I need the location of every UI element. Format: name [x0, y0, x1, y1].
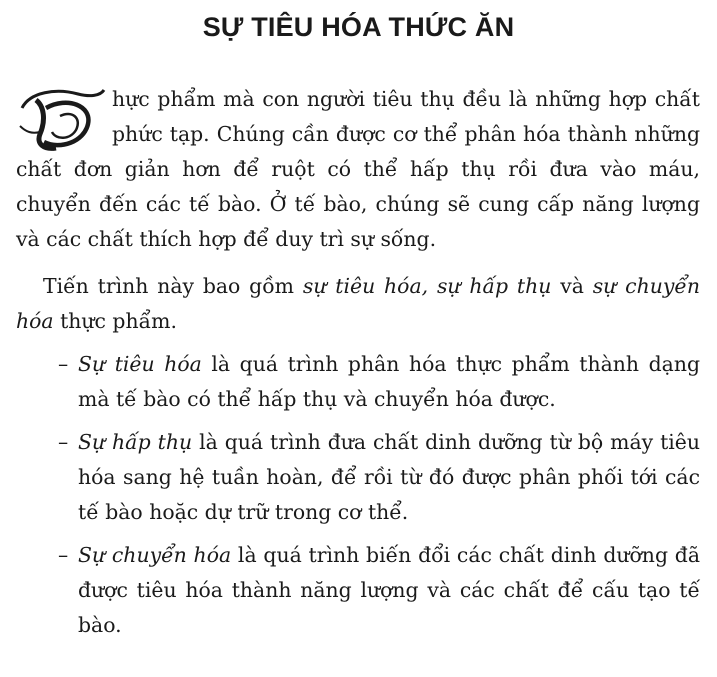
dash-marker: – [58, 352, 69, 376]
list-item-term: Sự chuyển hóa [78, 543, 232, 567]
intro-paragraph [16, 82, 700, 257]
page-title: SỰ TIÊU HÓA THỨC ĂN [202, 12, 515, 42]
drop-cap-ornament-icon [16, 86, 106, 152]
process-connector: và [560, 274, 584, 298]
term-metabolism: sự chuyển hóa [16, 274, 701, 333]
process-tail: thực phẩm. [60, 309, 177, 333]
definition-list [16, 347, 700, 643]
drop-cap [16, 86, 106, 152]
dash-marker: – [58, 430, 69, 454]
list-item [16, 425, 700, 530]
process-paragraph [16, 269, 700, 339]
dash-marker: – [58, 543, 69, 567]
list-item [16, 538, 700, 643]
article-body [16, 82, 700, 643]
term-digestion: sự tiêu hóa, [302, 274, 429, 298]
list-item-text: là quá trình biến đổi các chất dinh dưỡng đã được tiêu hóa thành năng lượng và các chất để cấu tạo tế bào. [78, 543, 700, 637]
list-item-term: Sự tiêu hóa [78, 352, 202, 376]
list-item-text: là quá trình đưa chất dinh dưỡng từ bộ máy tiêu hóa sang hệ tuần hoàn, để rồi từ đó được phân phối tới các tế bào hoặc dự trữ trong cơ thể. [78, 430, 700, 524]
term-absorption: sự hấp thụ [436, 274, 552, 298]
list-item [16, 347, 700, 417]
list-item-text: là quá trình phân hóa thực phẩm thành dạng mà tế bào có thể hấp thụ và chuyển hóa được. [78, 352, 701, 411]
list-item-term: Sự hấp thụ [78, 430, 193, 454]
process-lead: Tiến trình này bao gồm [43, 274, 295, 298]
intro-text: hực phẩm mà con người tiêu thụ đều là những hợp chất phức tạp. Chúng cần được cơ thể phân hóa thành những chất đơn giản hơn để ruột có thể hấp thụ rồi đưa vào máu, chuyển đến các tế bào. Ở tế bào, chúng sẽ cung cấp năng lượng và các chất thích hợp để duy trì sự sống. [16, 87, 700, 251]
